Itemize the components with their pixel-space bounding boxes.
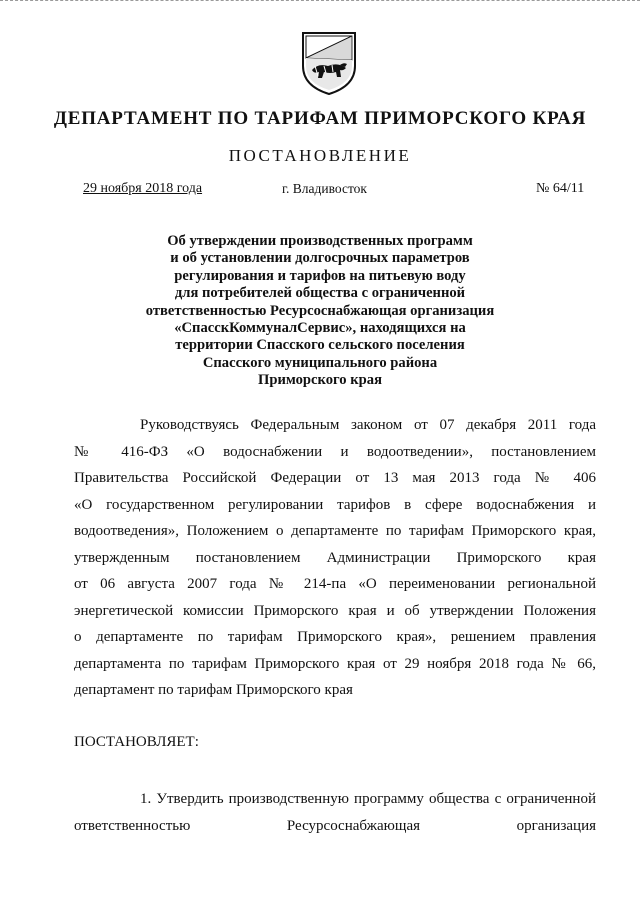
preamble-line: № 416-ФЗ «О водоснабжении и водоотведении», постановлением (74, 443, 596, 460)
resolves-heading: ПОСТАНОВЛЯЕТ: (74, 734, 199, 750)
preamble-line: от 06 августа 2007 года № 214-па «О переименовании региональной (74, 576, 596, 592)
preamble-paragraph (74, 412, 596, 704)
preamble-line: департамента по тарифам Приморского края от 29 ноября 2018 года № 66, (74, 655, 596, 672)
preamble-line: департамент по тарифам Приморского края (74, 682, 353, 698)
document-type: ПОСТАНОВЛЕНИЕ (228, 146, 412, 165)
title-line: Спасского муниципального района (202, 354, 438, 371)
preamble-line: водоотведения», Положением о департаменте по тарифам Приморского края, (74, 523, 596, 539)
title-line: Приморского края (258, 372, 382, 389)
scan-artifact-line (0, 0, 640, 4)
document-date: 29 ноября 2018 года (83, 181, 203, 196)
preamble-line: Руководствуясь Федеральным законом от 07 декабря 2011 года (140, 417, 596, 433)
title-line: ответственностью Ресурсоснабжающая организация (145, 302, 495, 319)
item-line: ответственностью Ресурсоснабжающая организация (74, 818, 596, 834)
document-number: № 64/11 (536, 181, 585, 196)
title-line: регулирования и тарифов на питьевую воду (174, 267, 466, 284)
preamble-line: Правительства Российской Федерации от 13 мая 2013 года № 406 (74, 470, 596, 486)
title-line: Об утверждении производственных программ (167, 233, 473, 249)
preamble-line: энергетической комиссии Приморского края и об утверждении Положения (74, 602, 596, 619)
resolution-item-1 (74, 786, 596, 840)
coat-of-arms-emblem (300, 30, 358, 96)
title-line: для потребителей общества с ограниченной (174, 285, 466, 302)
document-title (120, 233, 520, 390)
title-line: и об установлении долгосрочных параметров (170, 250, 470, 267)
preamble-line: утвержденным постановлением Администрации Приморского края (74, 549, 596, 566)
department-title: ДЕПАРТАМЕНТ ПО ТАРИФАМ ПРИМОРСКОГО КРАЯ (53, 108, 587, 129)
item-line: 1. Утвердить производственную программу общества с ограниченной (140, 791, 596, 807)
document-city: г. Владивосток (282, 181, 367, 196)
title-line: «СпасскКоммуналСервис», находящихся на (174, 320, 466, 337)
preamble-line: о департаменте по тарифам Приморского края», решением правления (74, 629, 596, 645)
preamble-line: «О государственном регулировании тарифов в сфере водоснабжения и (74, 496, 596, 513)
title-line: территории Спасского сельского поселения (175, 337, 465, 354)
